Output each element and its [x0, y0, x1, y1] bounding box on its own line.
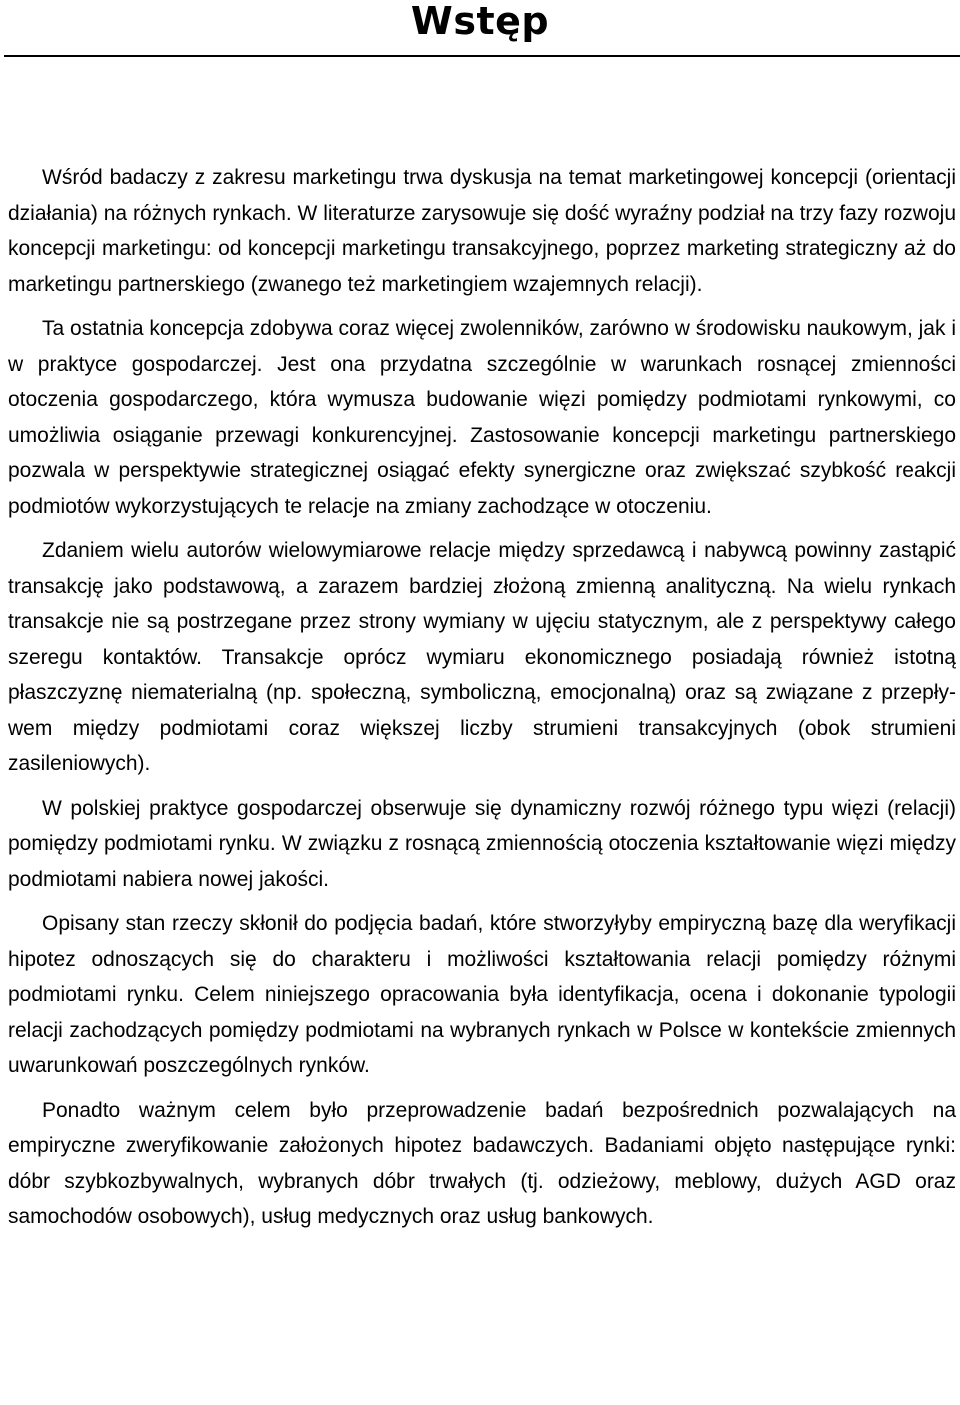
- paragraph: Zdaniem wielu autorów wielowymiarowe relacje między sprzedawcą i nabywcą powinny zastąpić transakcję jako podstawową, a zarazem bardziej złożoną zmienną analityczną. Na wielu rynkach transakcje nie są postrzegane przez strony wymiany w ujęciu statycznym, ale z perspektywy całego szeregu kontaktów. Transakcje oprócz wymiaru ekonomicznego posiadają również istotną płaszczyznę niematerialną (np. społeczną, symboliczną, emocjonalną) oraz są związane z przepływem między podmiotami coraz większej liczby strumieni transakcyjnych (obok strumieni zasileniowych).: [8, 539, 956, 775]
- paragraph: Wśród badaczy z zakresu marketingu trwa dyskusja na temat marketingowej koncepcji (orientacji działania) na różnych rynkach. W literaturze zarysowuje się dość wyraźny podział na trzy fazy rozwoju koncepcji marketingu: od koncepcji marketingu transakcyjnego, poprzez marketing strategiczny aż do marketingu partnerskiego (zwanego też marketingiem wzajemnych relacji).: [8, 166, 956, 296]
- body-text: [8, 160, 956, 1244]
- page-header: [0, 0, 960, 58]
- title-divider: [4, 55, 960, 57]
- paragraph: W polskiej praktyce gospodarczej obserwuje się dynamiczny rozwój różnego typu więzi (relacji) pomiędzy podmiotami rynku. W związku z rosnącą zmiennością otoczenia kształtowanie więzi między podmiotami nabiera nowej jakości.: [8, 796, 956, 891]
- paragraph: Ta ostatnia koncepcja zdobywa coraz więcej zwolenników, zarówno w środowisku naukowym, jak i w praktyce gospodarczej. Jest ona przydatna szczególnie w warunkach rosnącej zmienności otoczenia gospodarczego, która wymusza budowanie więzi pomiędzy podmiotami rynkowymi, co umożliwia osiąganie przewagi konkurencyjnej. Zastosowanie koncepcji marketingu partnerskiego pozwala w perspektywie strategicznej osiągać efekty synergiczne oraz zwiększać szybkość reakcji podmiotów wykorzystujących te relacje na zmiany zachodzące w otoczeniu.: [8, 317, 956, 518]
- page-title: Wstęp: [410, 0, 550, 43]
- paragraph: Ponadto ważnym celem było przeprowadzenie badań bezpośrednich pozwalających na empiryczne zweryfikowanie założonych hipotez badawczych. Badaniami objęto następujące rynki: dóbr szybkozbywalnych, wybranych dóbr trwałych (tj. odzieżowy, meblowy, dużych AGD oraz samochodów osobowych), usług medycznych oraz usług bankowych.: [8, 1098, 956, 1228]
- paragraph: Opisany stan rzeczy skłonił do podjęcia badań, które stworzyłyby empiryczną bazę dla weryfikacji hipotez odnoszących się do charakteru i możliwości kształtowania relacji pomiędzy różnymi podmiotami rynku. Celem niniejszego opracowania była identyfikacja, ocena i dokonanie typologii relacji zachodzących pomiędzy podmiotami na wybranych rynkach w Polsce w kontekście zmiennych uwarunkowań poszczególnych rynków.: [8, 912, 956, 1077]
